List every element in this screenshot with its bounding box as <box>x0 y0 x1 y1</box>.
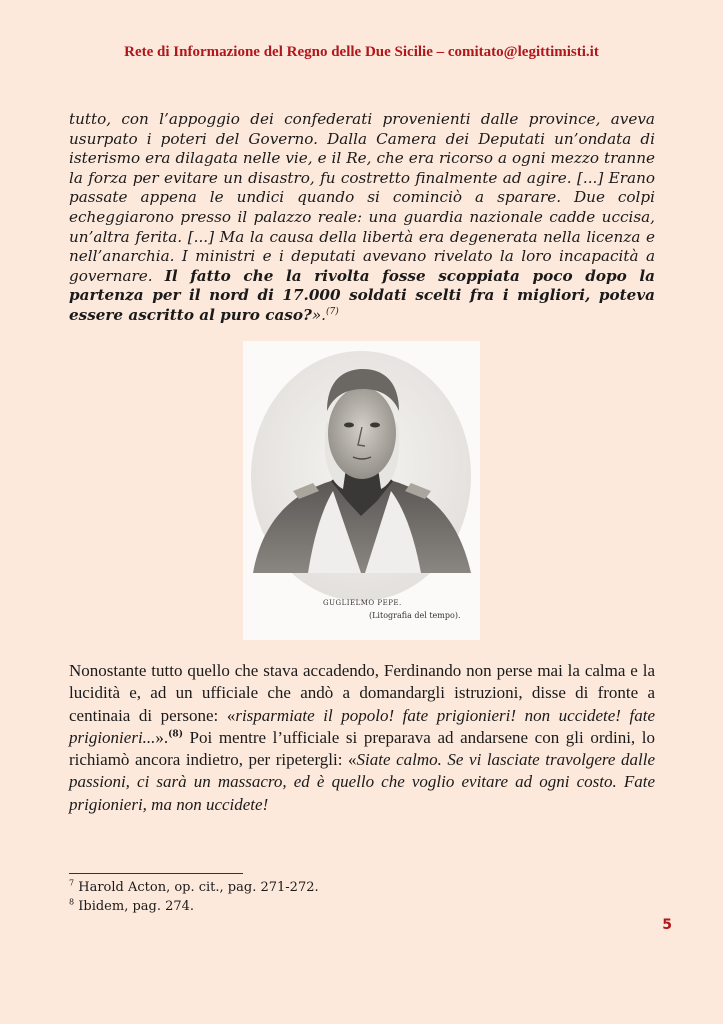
body-text-3: Poi mentre l’ufficiale si preparava ad andarsene con gli ordini, lo richiamò ancora indietro, per ripetergli: « <box>69 727 655 770</box>
footnote-ref-8: (8) <box>168 729 183 740</box>
body-text-2: ». <box>155 727 169 747</box>
portrait-caption-name: GUGLIELMO PEPE. <box>323 599 402 607</box>
portrait-image <box>243 341 480 640</box>
page-header: Rete di Informazione del Regno delle Due Sicilie – comitato@legittimisti.it <box>124 44 599 60</box>
footnote-ref-7: (7) <box>326 306 339 317</box>
page-number: 5 <box>662 917 672 933</box>
footnote-text: Harold Acton, op. cit., pag. 271-272. <box>78 880 319 895</box>
portrait-engraving <box>243 341 480 640</box>
footnote-divider <box>69 873 243 874</box>
body-paragraph <box>69 660 655 816</box>
portrait-caption-subtitle: (Litografia del tempo). <box>369 611 461 620</box>
footnote-number: 7 <box>69 878 75 888</box>
body-text-1: Nonostante tutto quello che stava accadendo, Ferdinando non perse mai la calma e la lucidità e, ad un ufficiale che andò a domandargli istruzioni, disse di fronte a centinaia di persone: « <box>69 661 655 725</box>
quote-italic-text: tutto, con l’appoggio dei confederati provenienti dalle province, aveva usurpato i poteri del Governo. Dalla Camera dei Deputati un’ondata di isterismo era dilagata nelle vie, e il Re, che era ricorso a ogni mezzo tranne la forza per evitare un disastro, fu costretto finalmente ad agire. [...] Erano passate appena le undici quando si cominciò a sparare. Due colpi echeggiarono presso il palazzo reale: una guardia nazionale cadde uccisa, un’altra ferita. [...] Ma la causa della libertà era degenerata nella licenza e nell’anarchia. I ministri e i deputati avevano rivelato la loro incapacità a governare. <box>69 110 655 285</box>
body-italic-1: risparmiate il popolo! fate prigionieri! non uccidete! fate prigionieri... <box>69 705 655 747</box>
quote-bold-text: Il fatto che la rivolta fosse scoppiata poco dopo la partenza per il nord di 17.000 soldati scelti fra i migliori, poteva essere ascritto al puro caso? <box>69 266 655 324</box>
footnote-7 <box>69 880 319 896</box>
footnote-text: Ibidem, pag. 274. <box>78 899 195 914</box>
quote-paragraph <box>69 110 655 326</box>
footnote-8 <box>69 899 194 915</box>
body-italic-2: Siate calmo. Se vi lasciate travolgere dalle passioni, ci sarà un massacro, ed è quello che voglio evitare ad ogni costo. Fate prigionieri, ma non uccidete! <box>69 750 655 814</box>
quote-closing: ». <box>311 305 327 324</box>
footnote-number: 8 <box>69 897 75 907</box>
